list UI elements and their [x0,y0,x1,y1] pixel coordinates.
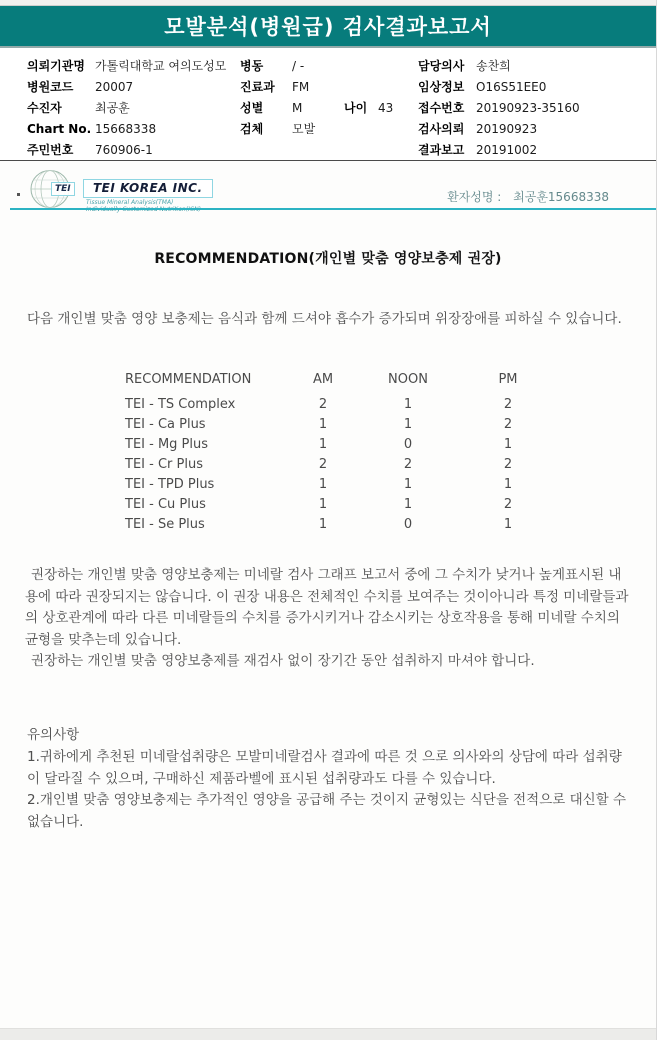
report-title: 모발분석(병원급) 검사결과보고서 [164,15,492,39]
patient-name-value: 최공훈15668338 [513,190,609,204]
logo-area [0,161,656,211]
dose-pm: 2 [503,397,513,412]
field-label-specimen: 검체 [240,122,264,136]
form-row [27,97,656,118]
dose-noon: 1 [403,497,413,512]
field-value-resident-no: 760906-1 [95,142,153,157]
cyan-divider-line [10,208,656,210]
supplement-name: TEI - Cu Plus [125,497,206,512]
dose-pm: 2 [503,457,513,472]
dose-pm: 1 [503,437,513,452]
field-label-institution: 의뢰기관명 [27,59,85,73]
field-value-clinical-info: O16S51EE0 [476,79,547,94]
supplement-name: TEI - Mg Plus [125,437,209,452]
list-bullet [17,193,20,196]
field-value-sex: M [292,100,303,115]
report-title-bar [0,6,656,48]
supplement-name: TEI - Se Plus [125,517,205,532]
dose-noon: 0 [403,437,413,452]
form-row [27,118,656,139]
caution-item-1: 1.귀하에게 추천된 미네랄섭취량은 모발미네랄검사 결과에 따른 것 으로 의사와의 상담에 따라 섭취량이 달라질 수 있으며, 구매하신 제품라벨에 표시된 섭취량과도 다를 수 있습니다. [27,749,622,787]
field-value-chart-no: 15668338 [95,121,157,136]
dose-pm: 1 [503,517,513,532]
dose-am: 2 [318,457,328,472]
field-value-specimen: 모발 [292,122,316,136]
table-row [123,515,656,535]
recommendation-heading: RECOMMENDATION(개인별 맞춤 영양보충제 권장) [154,251,502,267]
dose-am: 2 [318,397,328,412]
table-row [123,455,656,475]
note-paragraph-2: 권장하는 개인별 맞춤 영양보충제를 재검사 없이 장기간 동안 섭취하지 마셔야 합니다. [31,653,535,669]
company-name-box: TEI KOREA INC. [83,179,213,198]
note-paragraph-1: 권장하는 개인별 맞춤 영양보충제는 미네랄 검사 그래프 보고서 중에 그 수치가 낮거나 높게표시된 내용에 따라 권장되지는 않습니다. 이 권장 내용은 전체적인 수치를 보여주는 것이아니라 특정 미네랄들과의 상호관계에 따라 다른 미네랄들의 수치를 증가시키거나 감소시키는 상호작용을 통해 미네랄 수치의 균형을 맞추는데 있습니다. [25,567,629,648]
field-value-institution: 가톨릭대학교 여의도성모 [95,59,227,73]
patient-name-label: 환자성명 : [447,190,502,204]
dose-pm: 1 [503,477,513,492]
field-label-receipt-no: 접수번호 [418,101,465,115]
field-value-hospital-code: 20007 [95,79,134,94]
table-row [123,495,656,515]
field-value-department: FM [292,79,310,94]
field-label-doctor: 담당의사 [418,59,465,73]
field-value-age: 43 [378,100,394,115]
field-value-test-request-date: 20190923 [476,121,538,136]
cautions-section [27,725,634,834]
supplement-name: TEI - Ca Plus [125,417,206,432]
field-label-ward: 병동 [240,59,264,73]
dose-am: 1 [318,497,328,512]
field-label-resident-no: 주민번호 [27,143,74,157]
dose-noon: 2 [403,457,413,472]
field-label-patient: 수진자 [27,101,62,115]
dose-am: 1 [318,417,328,432]
table-row [123,395,656,415]
field-value-doctor: 송찬희 [476,59,511,73]
tagline-line1: Tissue Mineral Analysis(TMA) [86,199,174,206]
form-row [27,139,656,160]
col-header-recommendation: RECOMMENDATION [125,372,252,387]
field-label-chart-no: Chart No. [27,121,92,136]
field-label-test-request-date: 검사의뢰 [418,122,465,136]
field-value-ward: / - [292,58,305,73]
recommendation-table [123,370,656,535]
field-value-patient: 최공훈 [95,101,130,115]
dose-am: 1 [318,517,328,532]
supplement-name: TEI - TS Complex [125,397,236,412]
form-row [27,76,656,97]
window-bottom-bar [0,1028,657,1040]
dose-am: 1 [318,477,328,492]
dose-am: 1 [318,437,328,452]
field-label-hospital-code: 병원코드 [27,80,74,94]
patient-name-line [447,188,609,205]
field-label-sex: 성별 [240,101,264,115]
col-header-noon: NOON [388,372,428,387]
supplement-name: TEI - TPD Plus [125,477,215,492]
field-label-clinical-info: 임상정보 [418,80,465,94]
field-label-age: 나이 [344,101,368,115]
table-row [123,415,656,435]
table-row [123,435,656,455]
form-row [27,55,656,76]
company-tagline [86,199,201,213]
table-row [123,475,656,495]
dose-noon: 0 [403,517,413,532]
field-label-result-report-date: 결과보고 [418,143,465,157]
explanation-notes [25,565,634,673]
cautions-title: 유의사항 [27,726,80,743]
table-header-row [123,370,656,390]
dose-noon: 1 [403,477,413,492]
field-label-department: 진료과 [240,80,275,94]
dose-noon: 1 [403,417,413,432]
dose-noon: 1 [403,397,413,412]
report-body [0,161,656,1028]
field-value-receipt-no: 20190923-35160 [476,100,580,115]
intro-paragraph: 다음 개인별 맞춤 영양 보충제는 음식과 함께 드셔야 흡수가 증가되며 위장장애를 피하실 수 있습니다. [27,311,622,327]
supplement-name: TEI - Cr Plus [125,457,203,472]
col-header-am: AM [312,372,334,387]
dose-pm: 2 [503,417,513,432]
field-value-result-report-date: 20191002 [476,142,538,157]
caution-item-2: 2.개인별 맞춤 영양보충제는 추가적인 영양을 공급해 주는 것이지 균형있는 식단을 전적으로 대신할 수 없습니다. [27,792,627,830]
col-header-pm: PM [498,372,518,387]
patient-info-form [0,48,656,160]
tei-logo-box: TEI [51,182,75,196]
dose-pm: 2 [503,497,513,512]
